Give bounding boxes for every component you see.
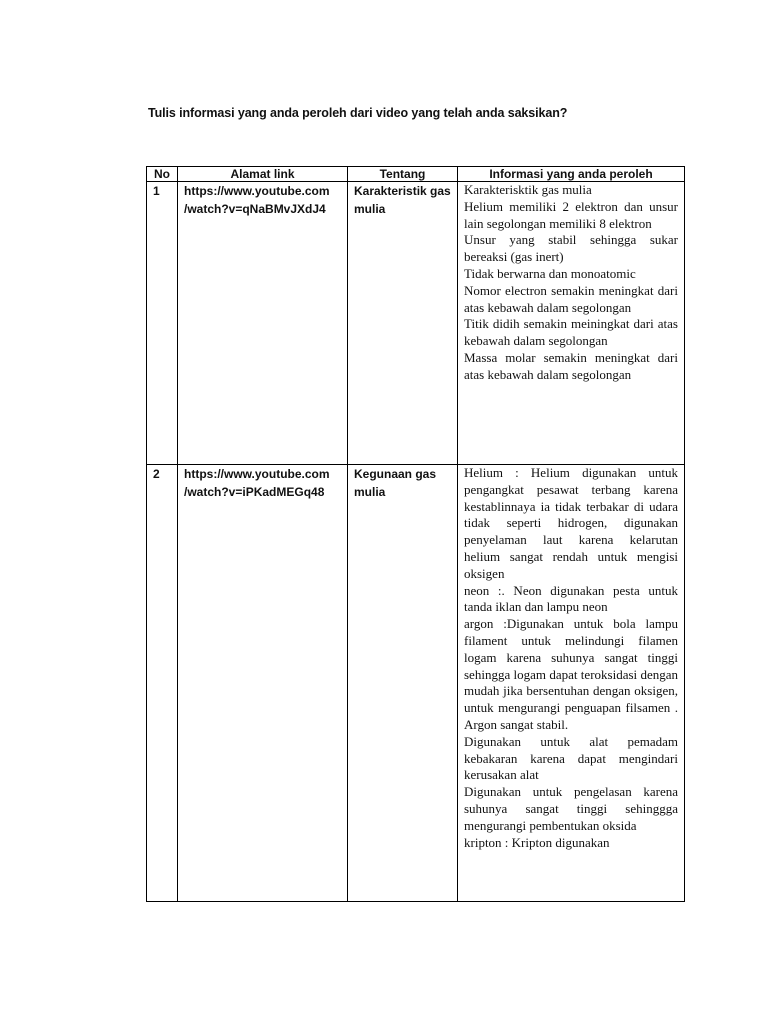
link-cell (178, 182, 348, 465)
info-paragraph: Massa molar semakin meningkat dari atas kebawah dalam segolongan (464, 349, 678, 382)
header-link: Alamat link (178, 167, 348, 182)
link-text-line[interactable]: https://www.youtube.com (184, 184, 330, 198)
topic-cell: Kegunaan gas mulia (348, 465, 458, 902)
table-row (147, 465, 685, 902)
info-paragraph: Tidak berwarna dan monoatomic (464, 265, 636, 281)
header-info: Informasi yang anda peroleh (458, 167, 685, 182)
link-text-line[interactable]: /watch?v=qNaBMvJXdJ4 (184, 201, 326, 216)
info-paragraph: Nomor electron semakin meningkat dari atas kebawah dalam segolongan (464, 282, 678, 315)
info-paragraph: Digunakan untuk alat pemadam kebakaran karena dapat mengindari kerusakan alat (464, 733, 678, 783)
info-paragraph: Digunakan untuk pengelasan karena suhunya sangat tinggi sehinggga mengurangi pembentukan oksida (464, 784, 678, 833)
info-paragraph: Titik didih semakin meiningkat dari atas kebawah dalam segolongan (464, 316, 678, 349)
header-no: No (147, 167, 178, 182)
info-paragraph: Helium memiliki 2 elektron dan unsur lain segolongan memiliki 8 elektron (464, 198, 678, 231)
info-paragraph: Helium : Helium digunakan untuk pengangkat pesawat terbang karena kestablinnaya ia tidak terbakar di udara tidak seperti hidrogen, digunakan penyelaman laut karena kelarutan helium sangat rendah untuk mengisi oksigen (464, 465, 678, 581)
link-cell (178, 465, 348, 902)
info-paragraph: Unsur yang stabil sehingga sukar bereaksi (gas inert) (464, 232, 678, 265)
info-paragraph: kripton : Kripton digunakan (464, 834, 610, 850)
topic-cell: Karakteristik gas mulia (348, 182, 458, 465)
header-topic: Tentang (348, 167, 458, 182)
table-row (147, 182, 685, 465)
question-heading: Tulis informasi yang anda peroleh dari video yang telah anda saksikan? (148, 106, 568, 120)
row-number: 2 (147, 465, 178, 902)
link-text-line[interactable]: /watch?v=iPKadMEGq48 (184, 484, 325, 499)
info-cell (458, 182, 685, 465)
table-header-row (147, 167, 685, 182)
info-table (146, 166, 685, 902)
link-text-line[interactable]: https://www.youtube.com (184, 467, 330, 481)
info-paragraph: Karakterisktik gas mulia (464, 182, 592, 197)
info-paragraph: argon :Digunakan untuk bola lampu filament untuk melindungi filamen logam karena suhunya sangat tinggi sehingga logam dapat teroksidasi dengan mudah jika bersentuhan dengan oksigen, untuk mengurangi penguapan filsamen . Argon sangat stabil. (464, 616, 678, 732)
info-cell (458, 465, 685, 902)
row-number: 1 (147, 182, 178, 465)
info-paragraph: neon :. Neon digunakan pesta untuk tanda iklan dan lampu neon (464, 582, 678, 615)
